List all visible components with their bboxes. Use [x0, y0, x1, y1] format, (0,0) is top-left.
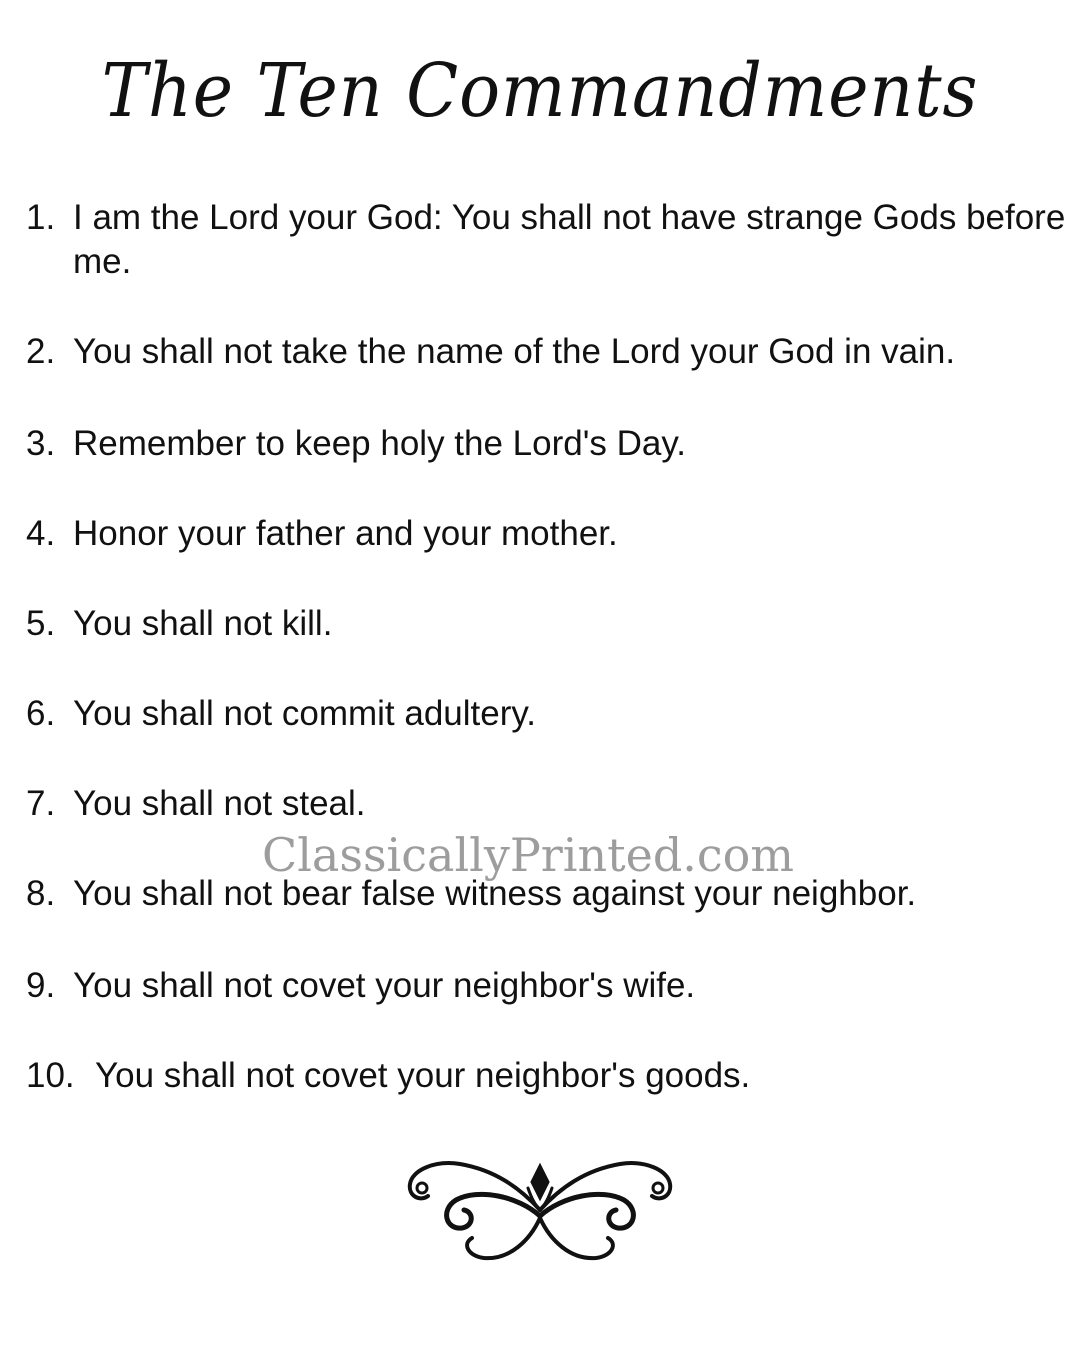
- item-text: I am the Lord your God: You shall not have strange Gods before me.: [73, 198, 1066, 281]
- watermark: ClassicallyPrinted.com: [262, 828, 794, 882]
- item-number: 9.: [26, 966, 56, 1005]
- item-text: You shall not take the name of the Lord your God in vain.: [73, 332, 956, 371]
- list-item: [26, 330, 1066, 374]
- item-text: You shall not steal.: [73, 784, 366, 823]
- list-item: [26, 692, 1066, 736]
- item-text: You shall not covet your neighbor's wife.: [73, 966, 696, 1005]
- item-text: You shall not covet your neighbor's goods.: [95, 1056, 751, 1095]
- page-title: The Ten Commandments: [101, 48, 979, 134]
- item-number: 4.: [26, 514, 56, 553]
- item-text: You shall not bear false witness against your neighbor.: [73, 874, 917, 913]
- item-text: You shall not kill.: [73, 604, 333, 643]
- list-item: [26, 196, 1066, 284]
- list-item: [26, 512, 1066, 556]
- item-number: 10.: [26, 1056, 75, 1095]
- flourish-ornament-icon: [400, 1148, 680, 1268]
- list-item: [26, 964, 1066, 1008]
- item-number: 7.: [26, 784, 56, 823]
- item-number: 5.: [26, 604, 56, 643]
- item-text: Honor your father and your mother.: [73, 514, 618, 553]
- list-item: [26, 782, 1066, 826]
- item-number: 6.: [26, 694, 56, 733]
- item-number: 3.: [26, 424, 56, 463]
- item-number: 8.: [26, 874, 56, 913]
- list-item: [26, 1054, 1066, 1098]
- list-item: [26, 422, 1066, 466]
- item-number: 1.: [26, 198, 56, 237]
- item-number: 2.: [26, 332, 56, 371]
- list-item: [26, 602, 1066, 646]
- item-text: Remember to keep holy the Lord's Day.: [73, 424, 686, 463]
- item-text: You shall not commit adultery.: [73, 694, 537, 733]
